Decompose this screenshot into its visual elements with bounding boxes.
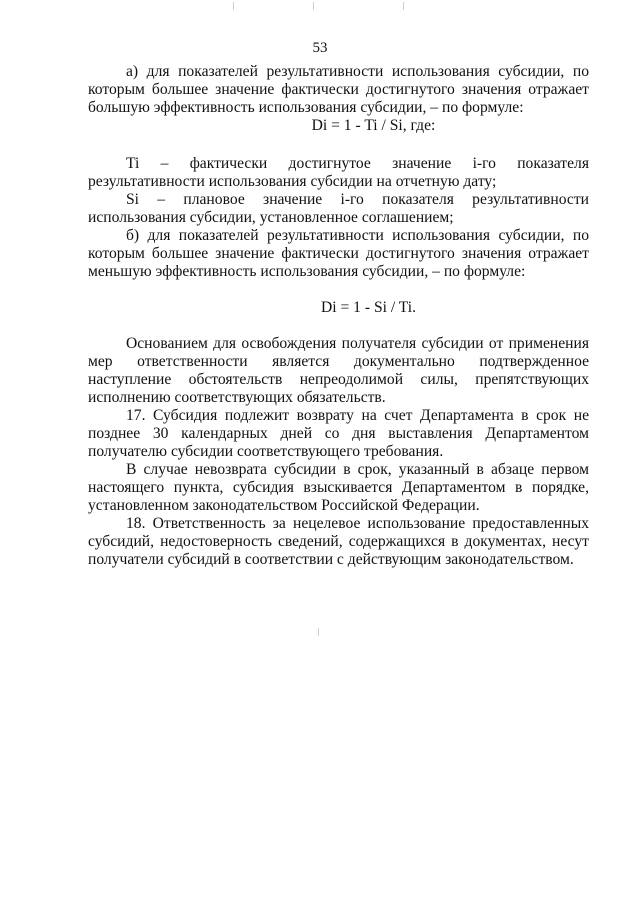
paragraph-b: б) для показателей результативности использования субсидии, по которым большее значение фактически достигнутого значения отражает меньшую эффективность использования субсидии, – по формуле:: [88, 227, 589, 280]
scan-artifact: [318, 628, 319, 636]
document-body: [88, 63, 589, 569]
page-number: 53: [312, 40, 328, 56]
scan-artifact: [403, 2, 404, 10]
paragraph-18: 18. Ответственность за нецелевое использование предоставленных субсидий, недостоверность сведений, содержащихся в документах, несут получатели субсидий в соответствии с действующим законодательством.: [88, 515, 589, 568]
paragraph-si-definition: Si – плановое значение i-го показателя результативности использования субсидии, установленное соглашением;: [88, 191, 589, 226]
paragraph-17: 17. Субсидия подлежит возврату на счет Департамента в срок не позднее 30 календарных дней со дня выставления Департаментом получателю субсидии соответствующего требования.: [88, 407, 589, 460]
formula-2: Di = 1 - Si / Ti.: [320, 299, 417, 316]
paragraph-a: а) для показателей результативности использования субсидии, по которым большее значение фактически достигнутого значения отражает большую эффективность использования субсидии, – по формуле:: [88, 63, 589, 116]
scan-artifact: [313, 2, 314, 10]
paragraph-ti-definition: Ti – фактически достигнутое значение i-го показателя результативности использования субсидии на отчетную дату;: [88, 155, 589, 190]
paragraph-force-majeure: Основанием для освобождения получателя субсидии от применения мер ответственности является документально подтвержденное наступление обстоятельств непреодолимой силы, препятствующих исполнению соответствующих обязательств.: [88, 335, 589, 406]
formula-1: Di = 1 - Ti / Si, где:: [311, 117, 436, 134]
paragraph-non-return: В случае невозврата субсидии в срок, указанный в абзаце первом настоящего пункта, субсидия взыскивается Департаментом в порядке, установленном законодательством Российской Федерации.: [88, 461, 589, 514]
scan-artifact: [233, 2, 234, 10]
